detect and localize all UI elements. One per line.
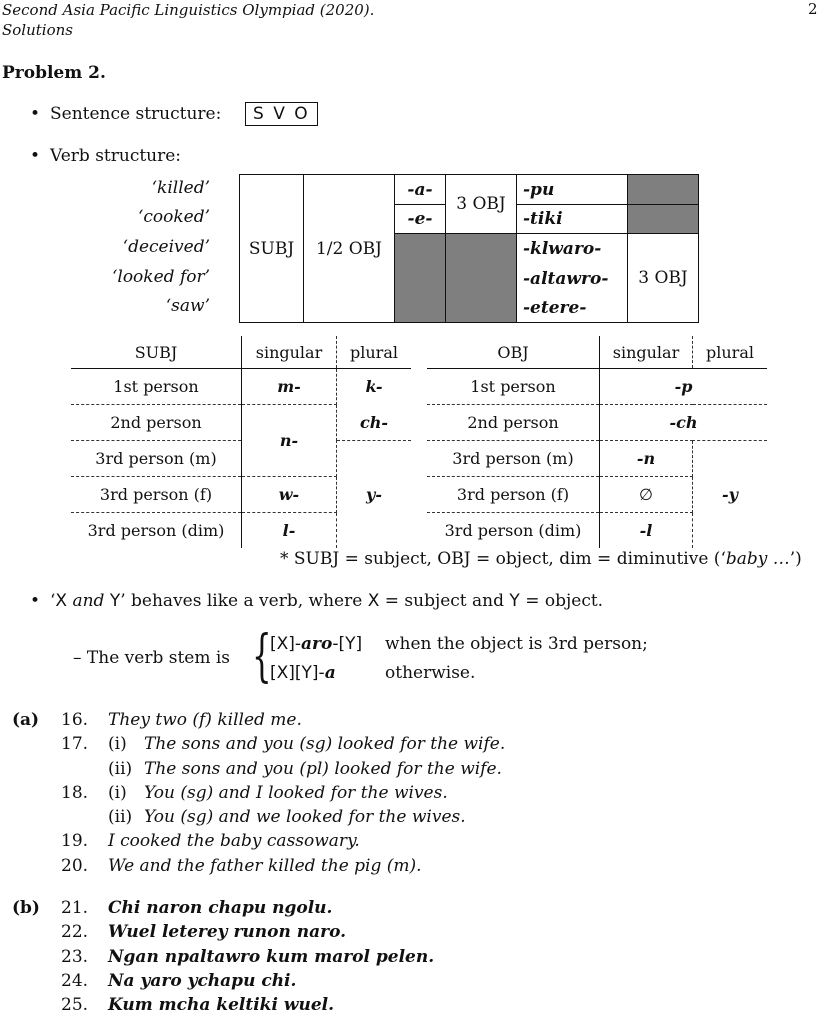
obj-row-person: 2nd person	[427, 405, 600, 441]
subj-2sg-3m: n-	[242, 405, 337, 477]
subj-row-person: 1st person	[71, 369, 242, 405]
page-number: 2	[808, 0, 818, 18]
verb-stem-label: – The verb stem is	[73, 648, 231, 668]
grid-vowel-e: -e-	[395, 205, 446, 234]
grid-stem-etere: -etere-	[517, 294, 628, 323]
subj-row-person: 3rd person (f)	[71, 477, 242, 513]
obj-singular-header: singular	[600, 336, 693, 369]
obj-3fsg: ∅	[600, 477, 693, 513]
list-item: 24. Na yaro ychapu chi.	[61, 970, 297, 991]
verb-killed: ‘killed’	[151, 178, 210, 198]
problem-title: Problem 2.	[2, 63, 106, 83]
verb-structure-label: • Verb structure:	[50, 146, 181, 166]
part-a-label: (a)	[12, 710, 40, 730]
list-item: 22. Wuel leterey runon naro.	[61, 922, 347, 943]
list-item: (ii) You (sg) and we looked for the wives.	[108, 807, 466, 828]
obj-row-person: 3rd person (dim)	[427, 513, 600, 549]
verb-deceived: ‘deceived’	[122, 237, 210, 257]
subj-row-person: 2nd person	[71, 405, 242, 441]
stem-case-1: [X]-aro-[Y]	[270, 634, 363, 654]
subject-table	[71, 336, 411, 548]
table-footnote: * SUBJ = subject, OBJ = object, dim = diminutive (‘baby …’)	[280, 549, 802, 569]
grid-obj12: 1/2 OBJ	[304, 175, 395, 323]
grid-subj: SUBJ	[240, 175, 304, 323]
grid-shaded-4	[446, 234, 517, 323]
object-table	[427, 336, 767, 548]
verb-structure-grid	[239, 174, 699, 323]
obj-row-person: 3rd person (f)	[427, 477, 600, 513]
list-item: 21. Chi naron chapu ngolu.	[61, 898, 333, 918]
part-a-list	[61, 708, 821, 878]
list-item: 19. I cooked the baby cassowary.	[61, 831, 360, 852]
header-line-2: Solutions	[2, 21, 73, 39]
sentence-structure-label: • Sentence structure:	[50, 104, 221, 124]
xy-rule: • ‘X and Y’ behaves like a verb, where X = subject and Y = object.	[50, 591, 603, 611]
grid-stem-tiki: -tiki	[517, 205, 628, 234]
obj-1: -p	[600, 369, 768, 405]
list-item: 20. We and the father killed the pig (m).	[61, 855, 422, 876]
obj-3pl: -y	[722, 485, 738, 504]
brace-symbol: {	[252, 624, 272, 689]
stem-case-1-condition: when the object is 3rd person;	[385, 634, 648, 654]
part-b-list	[61, 896, 821, 1017]
subj-2pl: ch-	[337, 405, 412, 441]
subj-row-person: 3rd person (m)	[71, 441, 242, 477]
subj-3dimsg: l-	[242, 513, 337, 549]
subj-header: SUBJ	[71, 336, 242, 369]
grid-obj3: 3 OBJ	[446, 175, 517, 234]
subj-1pl: k-	[365, 377, 383, 397]
subj-singular-header: singular	[242, 336, 337, 369]
sentence-structure-box: S V O	[245, 102, 318, 126]
grid-obj3-right: 3 OBJ	[628, 234, 699, 323]
list-item: 23. Ngan npaltawro kum marol pelen.	[61, 946, 435, 967]
list-item: (ii) The sons and you (pl) looked for the wife.	[108, 758, 502, 779]
obj-header: OBJ	[427, 336, 600, 369]
grid-vowel-a: -a-	[395, 175, 446, 205]
grid-stem-klwaro: -klwaro-	[517, 234, 628, 264]
obj-row-person: 3rd person (m)	[427, 441, 600, 477]
grid-shaded-3	[395, 234, 446, 323]
grid-stem-altawro: -altawro-	[517, 264, 628, 294]
obj-3msg: -n	[600, 441, 693, 477]
list-item: 25. Kum mcha keltiki wuel.	[61, 995, 335, 1016]
list-item: 17. (i) The sons and you (sg) looked for the wife.	[61, 734, 506, 755]
list-item: 16. They two (f) killed me.	[61, 710, 302, 730]
verb-cooked: ‘cooked’	[137, 207, 210, 227]
subj-1sg: m-	[242, 369, 337, 405]
obj-3dimsg: -l	[600, 513, 693, 549]
subj-plural-header: plural	[337, 336, 412, 369]
grid-shaded-2	[628, 205, 699, 234]
subj-3fsg: w-	[242, 477, 337, 513]
obj-2: -ch	[600, 405, 768, 441]
subj-row-person: 3rd person (dim)	[71, 513, 242, 549]
grid-shaded-1	[628, 175, 699, 205]
list-item: 18. (i) You (sg) and I looked for the wives.	[61, 782, 448, 803]
part-b-label: (b)	[12, 898, 40, 918]
verb-looked-for: ‘looked for’	[111, 267, 210, 287]
subj-3pl: y-	[366, 485, 382, 504]
stem-case-2: [X][Y]-a	[270, 663, 336, 683]
header-line-1: Second Asia Pacific Linguistics Olympiad (2020).	[2, 1, 375, 19]
running-header	[2, 0, 374, 40]
obj-row-person: 1st person	[427, 369, 600, 405]
verb-saw: ‘saw’	[165, 296, 210, 316]
obj-plural-header: plural	[693, 336, 768, 369]
stem-case-2-condition: otherwise.	[385, 663, 476, 683]
grid-stem-pu: -pu	[517, 175, 628, 205]
